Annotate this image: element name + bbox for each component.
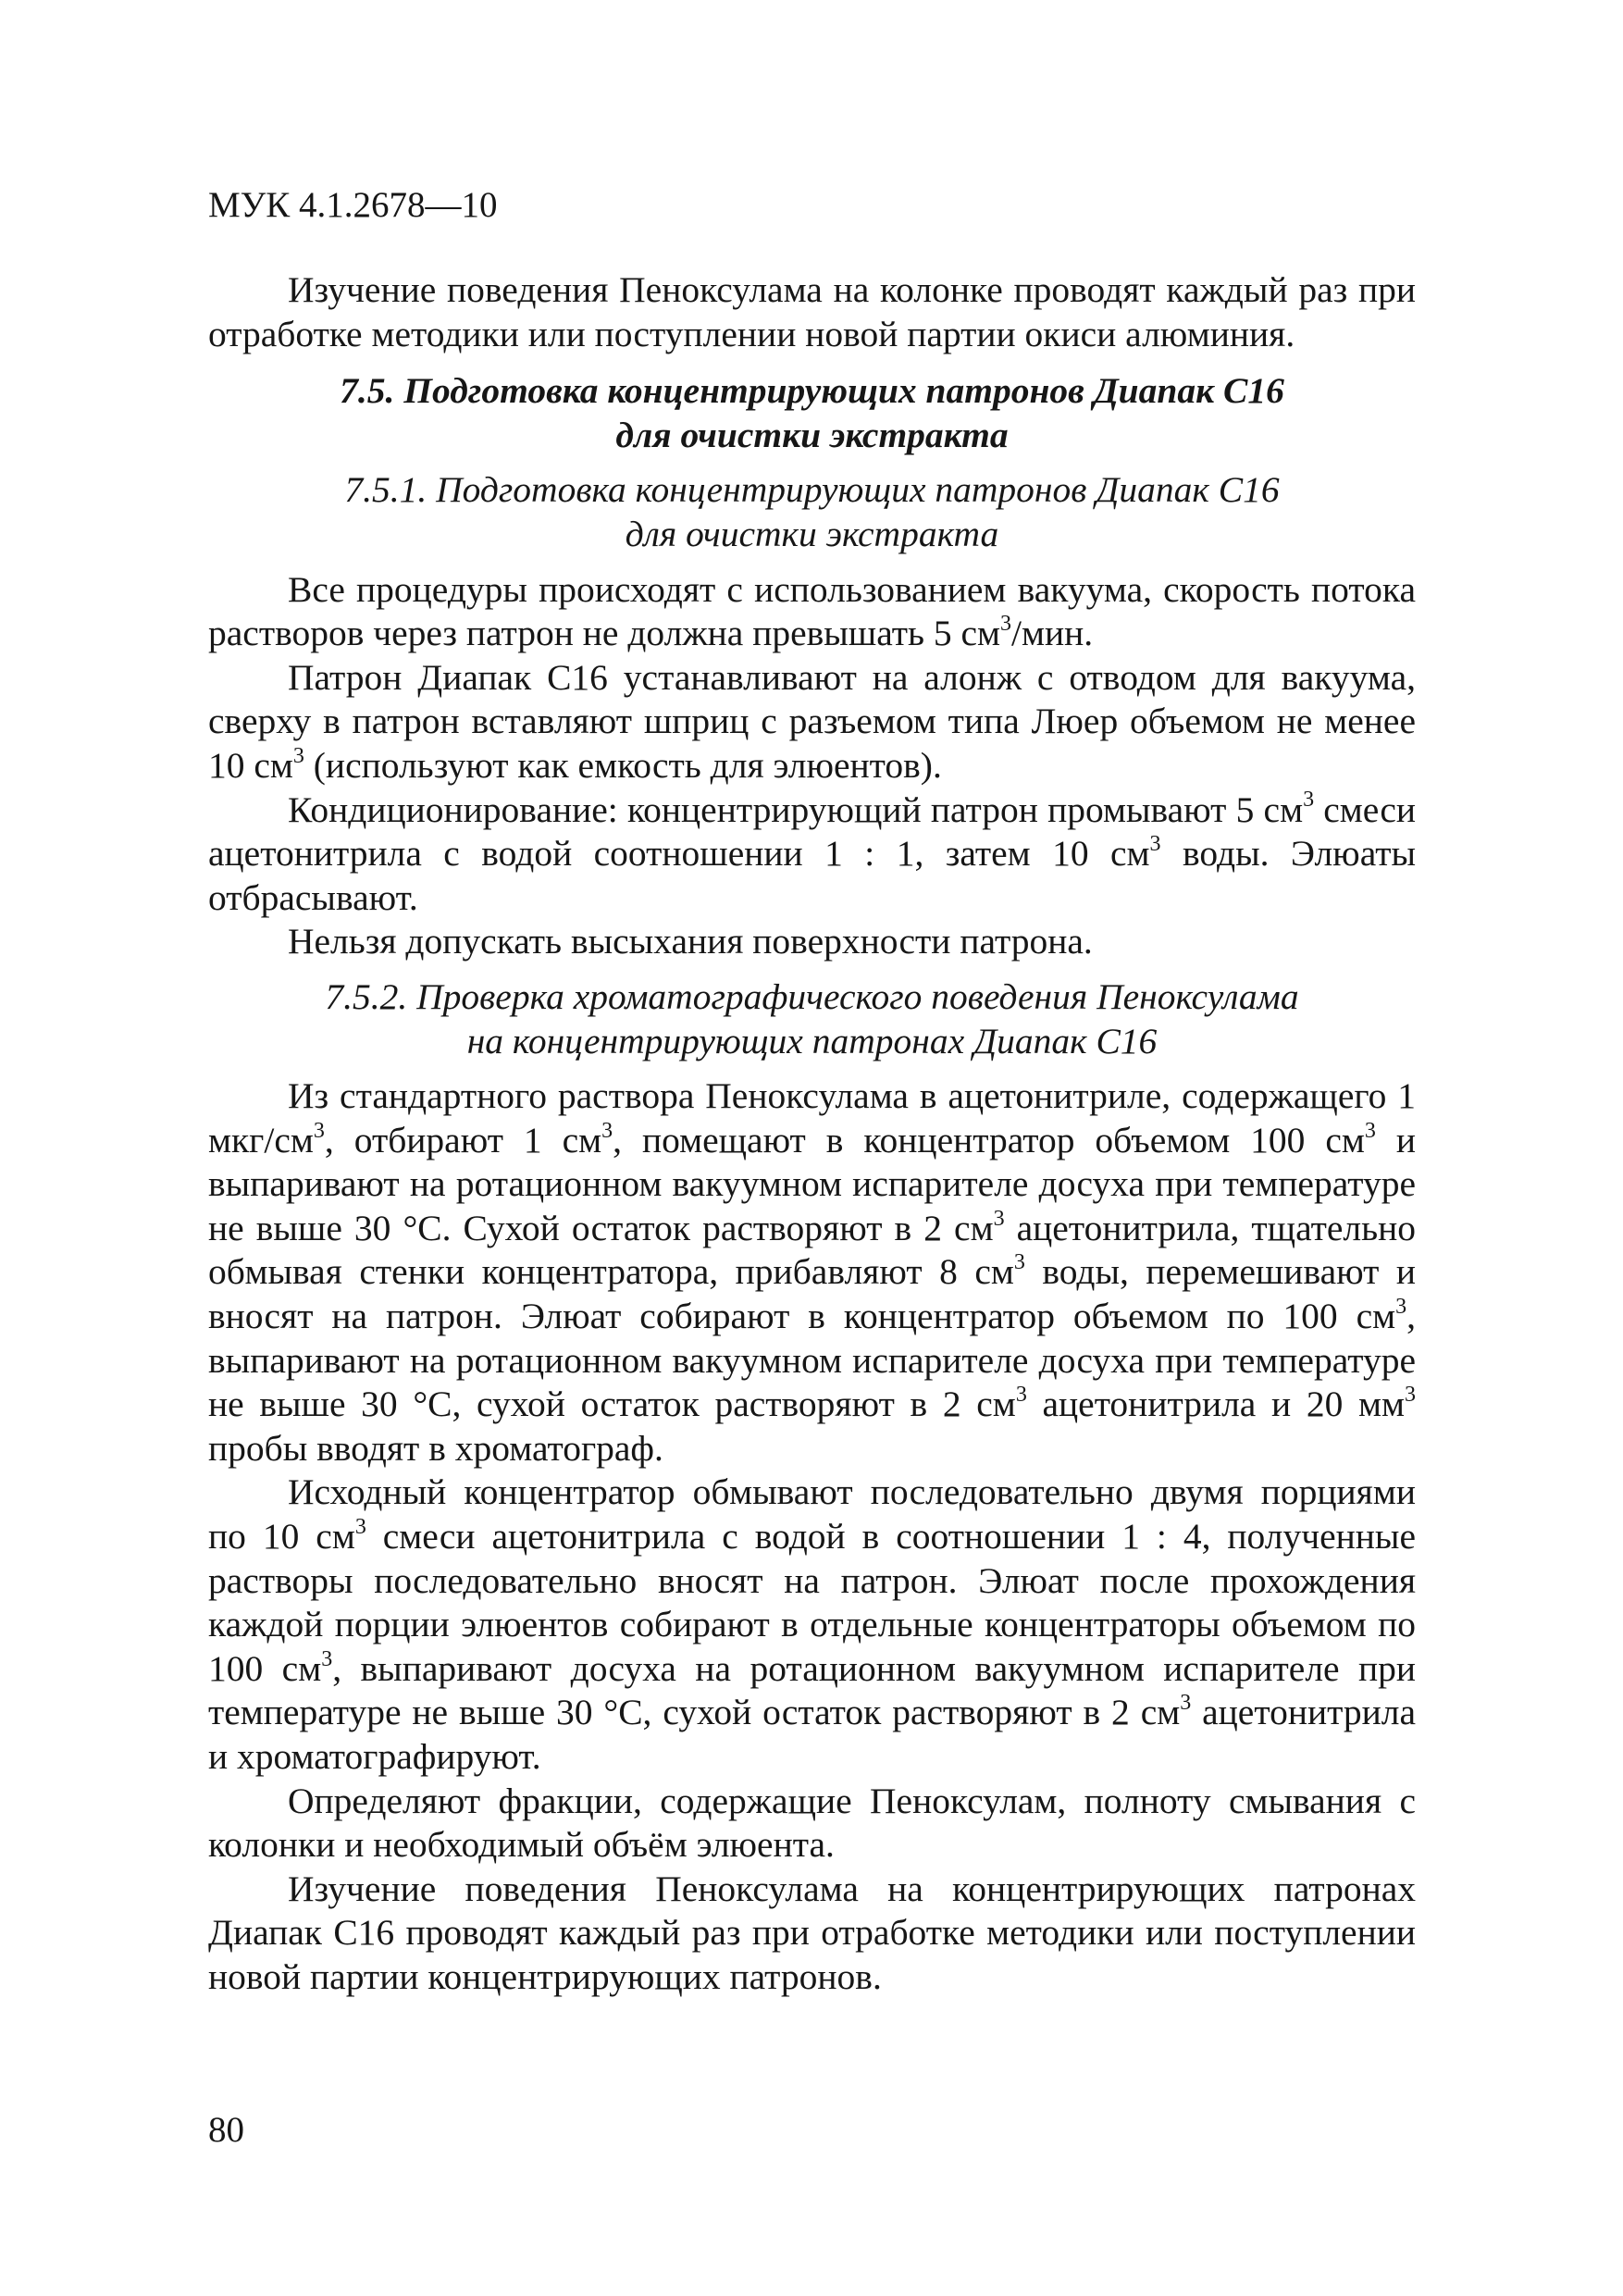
superscript: 3 xyxy=(993,1206,1005,1231)
body-text xyxy=(208,268,1416,2000)
section-7-5-heading xyxy=(208,369,1416,457)
paragraph-rinse-concentrator xyxy=(208,1471,1416,1779)
text-run: , отбирают 1 см xyxy=(324,1119,602,1160)
superscript: 3 xyxy=(601,1118,613,1143)
paragraph-conditioning xyxy=(208,788,1416,921)
text-run: , выпаривают досуха на ротационном вакуумном испарителе при температуре не выше 30 °С, сухой остаток растворяют в 2 см xyxy=(208,1647,1417,1733)
text-run: /мин. xyxy=(1011,613,1094,654)
text-run: Все процедуры происходят с использованием вакуума, скорость потока растворов через патрон не должна превышать 5 см xyxy=(208,568,1416,654)
spacer xyxy=(208,1063,1416,1074)
section-7-5-heading-line2: для очистки экстракта xyxy=(615,414,1009,455)
paragraph-cartridge-setup xyxy=(208,656,1416,788)
paragraph-vacuum xyxy=(208,568,1416,656)
spacer xyxy=(208,356,1416,369)
spacer xyxy=(208,557,1416,568)
text-run: , выпаривают на ротационном вакуумном испарителе досуха при температуре не выше 30 °С, сухой остаток растворяют в 2 см xyxy=(208,1296,1416,1425)
spacer xyxy=(208,964,1416,975)
spacer xyxy=(208,457,1416,468)
text-run: Патрон Диапак С16 устанавливают на алонж с отводом для вакуума, сверху в патрон вставляют шприц с разъемом типа Люер объемом не менее 10 см xyxy=(208,656,1416,786)
section-7-5-1-heading-line1: 7.5.1. Подготовка концентрирующих патронов Диапак С16 xyxy=(344,469,1280,511)
section-7-5-2-heading-line1: 7.5.2. Проверка хроматографического поведения Пеноксулама xyxy=(325,975,1299,1017)
text-run: Исходный концентратор обмывают последовательно двумя порциями по 10 см xyxy=(208,1471,1416,1558)
text-run: и выпаривают на ротационном вакуумном испарителе досуха при температуре не выше 30 °С. Сухой остаток растворяют в 2 см xyxy=(208,1119,1417,1248)
page-number: 80 xyxy=(208,2110,244,2150)
text-run: ацетонитрила, тщательно обмывая стенки концентратора, прибавляют 8 см xyxy=(208,1207,1417,1293)
superscript: 3 xyxy=(1180,1691,1192,1716)
text-run: ацетонитрила и хроматографируют. xyxy=(208,1692,1416,1777)
superscript: 3 xyxy=(1303,788,1315,813)
text-run: (используют как емкость для элюентов). xyxy=(304,744,942,786)
text-run: Из стандартного раствора Пеноксулама в ацетонитриле, содержащего 1 мкг/см xyxy=(208,1075,1416,1160)
superscript: 3 xyxy=(1395,1294,1407,1319)
superscript: 3 xyxy=(321,1646,333,1671)
text-run: , помещают в концентратор объемом 100 см xyxy=(613,1119,1365,1160)
text-run: ацетонитрила и 20 мм xyxy=(1026,1384,1405,1425)
superscript: 3 xyxy=(1149,831,1161,856)
superscript: 3 xyxy=(313,1118,325,1143)
paragraph-fractions: Определяют фракции, содержащие Пеноксулам, полноту смывания с колонки и необходимый объём элюента. xyxy=(208,1780,1416,1866)
section-7-5-1-heading-line2: для очистки экстракта xyxy=(625,513,999,554)
text-run: смеси ацетонитрила с водой соотношении 1 : 1, затем 10 см xyxy=(208,788,1416,875)
superscript: 3 xyxy=(1364,1118,1376,1143)
superscript: 3 xyxy=(1013,1250,1025,1275)
superscript: 3 xyxy=(1405,1383,1416,1408)
superscript: 3 xyxy=(1000,612,1012,636)
text-run: пробы вводят в хроматограф. xyxy=(208,1427,663,1469)
superscript: 3 xyxy=(292,743,304,768)
section-7-5-2-heading-line2: на концентрирующих патронах Диапак С16 xyxy=(466,1020,1158,1061)
text-run: смеси ацетонитрила с водой в соотношении 1 : 4, полученные растворы последовательно вносят на патрон. Элюат после прохождения каждой порции элюентов собирают в отдельные концентраторы объемом по 100 см xyxy=(208,1516,1416,1689)
text-run: воды, перемешивают и вносят на патрон. Элюат собирают в концентратор объемом по 100 см xyxy=(208,1251,1416,1337)
text-run: воды. Элюаты отбрасывают. xyxy=(208,833,1416,918)
section-7-5-1-heading xyxy=(208,468,1416,556)
superscript: 3 xyxy=(1015,1383,1027,1408)
running-head: МУК 4.1.2678—10 xyxy=(208,185,498,225)
text-run: Кондиционирование: концентрирующий патрон промывают 5 см xyxy=(288,788,1304,830)
intro-paragraph: Изучение поведения Пеноксулама на колонке проводят каждый раз при отработке методики или поступлении новой партии окиси алюминия. xyxy=(208,269,1416,354)
section-7-5-heading-line1: 7.5. Подготовка концентрирующих патронов Диапак С16 xyxy=(340,370,1284,412)
paragraph-standard-solution xyxy=(208,1074,1416,1471)
paragraph-no-drying: Нельзя допускать высыхания поверхности патрона. xyxy=(288,921,1093,962)
paragraph-study-frequency: Изучение поведения Пеноксулама на концентрирующих патронах Диапак С16 проводят каждый раз при отработке методики или поступлении новой партии концентрирующих патронов. xyxy=(208,1868,1416,1997)
superscript: 3 xyxy=(354,1514,366,1539)
section-7-5-2-heading xyxy=(208,975,1416,1063)
